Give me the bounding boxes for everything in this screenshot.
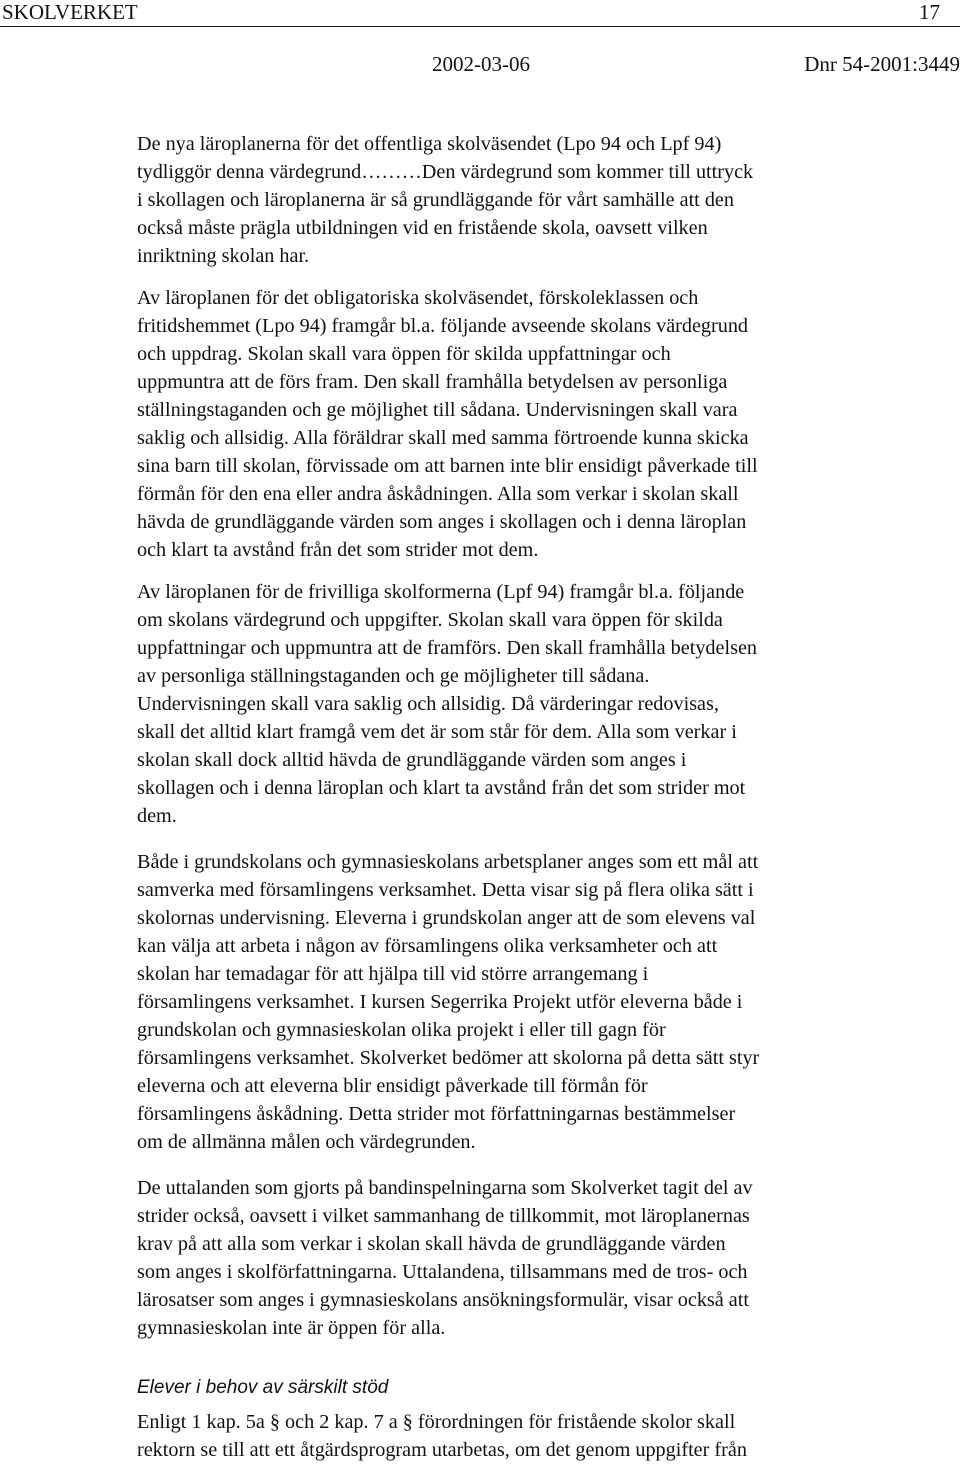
page-header [0, 0, 960, 27]
text-line: skolornas undervisning. Eleverna i grundskolan anger att de som elevens val [137, 907, 756, 929]
document-dnr: Dnr 54-2001:3449 [804, 52, 960, 76]
paragraph [137, 130, 877, 270]
text-line: uppmuntra att de förs fram. Den skall framhålla betydelsen av personliga [137, 371, 728, 393]
text-line: ställningstaganden och ge möjlighet till sådana. Undervisningen skall vara [137, 399, 738, 421]
text-line: skall det alltid klart framgå vem det är som står för dem. Alla som verkar i [137, 721, 737, 743]
text-line: som anges i skolförfattningarna. Uttalandena, tillsammans med de tros- och [137, 1261, 748, 1283]
text-line: församlingens åskådning. Detta strider mot författningarnas bestämmelser [137, 1103, 736, 1125]
text-line: och uppdrag. Skolan skall vara öppen för skilda uppfattningar och [137, 343, 671, 365]
header-page-number: 17 [919, 0, 940, 24]
paragraph [137, 1174, 877, 1342]
text-line: grundskolan och gymnasieskolan olika projekt i eller till gagn för [137, 1019, 666, 1041]
text-line: krav på att alla som verkar i skolan skall hävda de grundläggande värden [137, 1233, 726, 1255]
text-line: kan välja att arbeta i någon av församlingens olika verksamheter och att [137, 935, 718, 957]
text-line: församlingens verksamhet. Skolverket bedömer att skolorna på detta sätt styr [137, 1047, 760, 1069]
header-org: SKOLVERKET [2, 0, 138, 24]
text-line: om skolans värdegrund och uppgifter. Skolan skall vara öppen för skilda [137, 609, 723, 631]
text-line: gymnasieskolan inte är öppen för alla. [137, 1317, 446, 1339]
text-line: dem. [137, 805, 177, 827]
text-line: inriktning skolan har. [137, 245, 310, 267]
text-line: Av läroplanen för det obligatoriska skolväsendet, förskoleklassen och [137, 287, 699, 309]
text-line: Enligt 1 kap. 5a § och 2 kap. 7 a § förordningen för fristående skolor skall [137, 1411, 736, 1433]
text-line: Både i grundskolans och gymnasieskolans arbetsplaner anges som ett mål att [137, 851, 759, 873]
text-line: rektorn se till att ett åtgärdsprogram utarbetas, om det genom uppgifter från [137, 1439, 747, 1461]
text-line: strider också, oavsett i vilket sammanhang de tillkommit, mot läroplanernas [137, 1205, 750, 1227]
text-line: hävda de grundläggande värden som anges i skollagen och i denna läroplan [137, 511, 747, 533]
paragraph [137, 578, 877, 830]
text-line: församlingens verksamhet. I kursen Segerrika Projekt utför eleverna både i [137, 991, 743, 1013]
text-line: saklig och allsidig. Alla föräldrar skall med samma förtroende kunna skicka [137, 427, 749, 449]
document-body [137, 130, 877, 1464]
text-line: av personliga ställningstaganden och ge möjligheter till sådana. [137, 665, 650, 687]
text-line: om de allmänna målen och värdegrunden. [137, 1131, 476, 1153]
text-line: Av läroplanen för de frivilliga skolformerna (Lpf 94) framgår bl.a. följande [137, 581, 745, 603]
paragraph [137, 284, 877, 564]
text-line: och klart ta avstånd från det som strider mot dem. [137, 539, 539, 561]
text-line: tydliggör denna värdegrund………Den värdegrund som kommer till uttryck [137, 161, 754, 183]
text-line: också måste prägla utbildningen vid en fristående skola, oavsett vilken [137, 217, 708, 239]
paragraph [137, 848, 877, 1156]
text-line: skolan skall dock alltid hävda de grundläggande värden som anges i [137, 749, 687, 771]
text-line: De uttalanden som gjorts på bandinspelningarna som Skolverket tagit del av [137, 1177, 753, 1199]
text-line: lärosatser som anges i gymnasieskolans ansökningsformulär, visar också att [137, 1289, 749, 1311]
paragraph [137, 1408, 877, 1464]
text-line: fritidshemmet (Lpo 94) framgår bl.a. följande avseende skolans värdegrund [137, 315, 749, 337]
text-line: skollagen och i denna läroplan och klart ta avstånd från det som strider mot [137, 777, 746, 799]
document-date: 2002-03-06 [432, 52, 530, 76]
text-line: samverka med församlingens verksamhet. Detta visar sig på flera olika sätt i [137, 879, 754, 901]
text-line: uppfattningar och uppmuntra att de framförs. Den skall framhålla betydelsen [137, 637, 757, 659]
text-line: skolan har temadagar för att hjälpa till vid större arrangemang i [137, 963, 649, 985]
text-line: sina barn till skolan, förvissade om att barnen inte blir ensidigt påverkade till [137, 455, 758, 477]
text-line: eleverna och att eleverna blir ensidigt påverkade till förmån för [137, 1075, 648, 1097]
text-line: De nya läroplanerna för det offentliga skolväsendet (Lpo 94 och Lpf 94) [137, 133, 722, 155]
text-line: Undervisningen skall vara saklig och allsidig. Då värderingar redovisas, [137, 693, 719, 715]
text-line: förmån för den ena eller andra åskådningen. Alla som verkar i skolan skall [137, 483, 739, 505]
section-heading: Elever i behov av särskilt stöd [137, 1377, 389, 1398]
text-line: i skollagen och läroplanerna är så grundläggande för vårt samhälle att den [137, 189, 734, 211]
